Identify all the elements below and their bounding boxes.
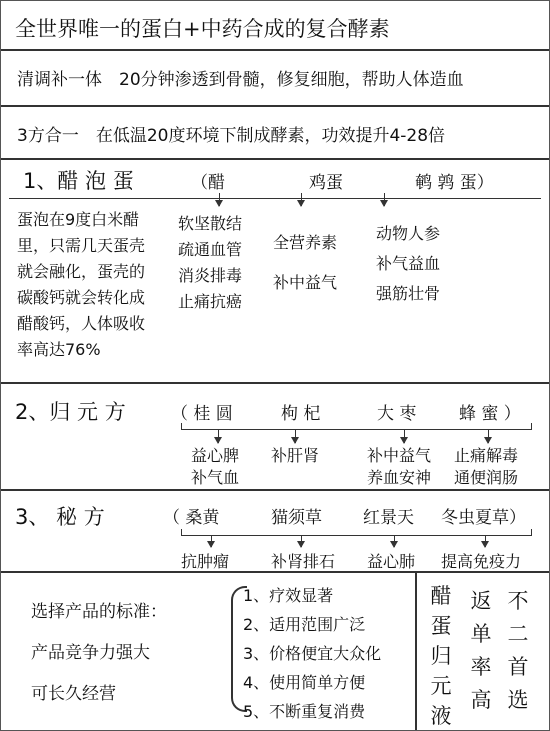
ingredient-longan: （ 桂 圆 bbox=[171, 404, 233, 424]
arrow-down-icon bbox=[384, 193, 385, 206]
divider bbox=[1, 49, 549, 51]
repurchase-column: 返 单 率 高 bbox=[470, 589, 492, 712]
ingredient-cordyceps: 冬虫夏草） bbox=[441, 508, 526, 528]
cordyceps-effect: 提高免疫力 bbox=[441, 552, 522, 571]
divider bbox=[415, 572, 417, 730]
arrow-down-icon bbox=[219, 193, 220, 206]
tagline-1: 清调补一体 20分钟渗透到骨髓，修复细胞，帮助人体造血 bbox=[17, 70, 464, 90]
arrow-down-icon bbox=[404, 429, 405, 443]
jujube-effects: 补中益气 养血安神 bbox=[367, 446, 432, 487]
ingredient-egg: 鸡蛋 bbox=[309, 173, 343, 193]
selection-standard: 选择产品的标准： 产品竞争力强大 可长久经营 bbox=[31, 602, 167, 704]
first-choice-column: 不 二 首 选 bbox=[507, 589, 529, 712]
quail-egg-effects: 动物人参 补气益血 强筋壮骨 bbox=[376, 224, 441, 303]
arrow-down-icon bbox=[488, 429, 489, 443]
bracket-tick bbox=[531, 529, 532, 536]
phellinus-effect: 抗肿瘤 bbox=[181, 552, 230, 571]
longan-effects: 益心脾 补气血 bbox=[191, 446, 240, 487]
page-title: 全世界唯一的蛋白+中药合成的复合酵素 bbox=[15, 17, 390, 41]
bracket-tick bbox=[181, 529, 182, 536]
ingredient-quail-egg: 鹌 鹑 蛋） bbox=[415, 173, 494, 193]
bracket-tick bbox=[181, 423, 182, 430]
ingredient-honey: 蜂 蜜 ） bbox=[459, 404, 521, 424]
tagline-2: 3方合一 在低温20度环境下制成酵素，功效提升4-28倍 bbox=[17, 126, 446, 146]
divider bbox=[1, 489, 549, 491]
divider bbox=[9, 198, 541, 199]
divider bbox=[1, 571, 549, 573]
divider bbox=[1, 158, 549, 160]
egg-description: 蛋泡在9度白米醋 里，只需几天蛋壳 就会融化，蛋壳的 碳酸钙就会转化成 醋酸钙，人体吸收 率高达76% bbox=[17, 210, 146, 359]
section3-heading: 3、 秘 方 bbox=[15, 505, 105, 529]
arrow-down-icon bbox=[301, 535, 302, 547]
section2-heading: 2、归 元 方 bbox=[15, 400, 126, 424]
egg-effects: 全营养素 补中益气 bbox=[273, 233, 338, 292]
vinegar-effects: 软坚散结 疏通血管 消炎排毒 止痛抗癌 bbox=[178, 214, 243, 311]
criteria-list: 1、疗效显著 2、适用范围广泛 3、价格便宜大众化 4、使用简单方便 5、不断重复消费 bbox=[243, 586, 382, 721]
ingredient-rhodiola: 红景天 bbox=[363, 508, 414, 528]
orthosiphon-effect: 补肾排石 bbox=[271, 552, 336, 571]
goji-effects: 补肝肾 bbox=[271, 446, 320, 465]
ingredient-jujube: 大 枣 bbox=[377, 404, 417, 424]
arrow-down-icon bbox=[394, 535, 395, 547]
arrow-down-icon bbox=[218, 429, 219, 443]
divider bbox=[1, 105, 549, 107]
section1-heading: 1、醋 泡 蛋 bbox=[23, 169, 134, 193]
bracket bbox=[181, 535, 531, 536]
bracket-tick bbox=[531, 423, 532, 430]
ingredient-vinegar: （醋 bbox=[191, 173, 225, 193]
arrow-down-icon bbox=[301, 193, 302, 206]
ingredient-goji: 枸 杞 bbox=[281, 404, 321, 424]
ingredient-phellinus: （ 桑黄 bbox=[163, 508, 220, 528]
product-name-column: 醋 蛋 归 元 液 bbox=[430, 584, 452, 728]
rhodiola-effect: 益心肺 bbox=[367, 552, 416, 571]
arrow-down-icon bbox=[485, 535, 486, 547]
ingredient-orthosiphon: 猫须草 bbox=[271, 508, 322, 528]
honey-effects: 止痛解毒 通便润肠 bbox=[454, 446, 519, 487]
arrow-down-icon bbox=[295, 429, 296, 443]
divider bbox=[1, 382, 549, 384]
arrow-down-icon bbox=[211, 535, 212, 547]
bracket bbox=[181, 429, 531, 430]
